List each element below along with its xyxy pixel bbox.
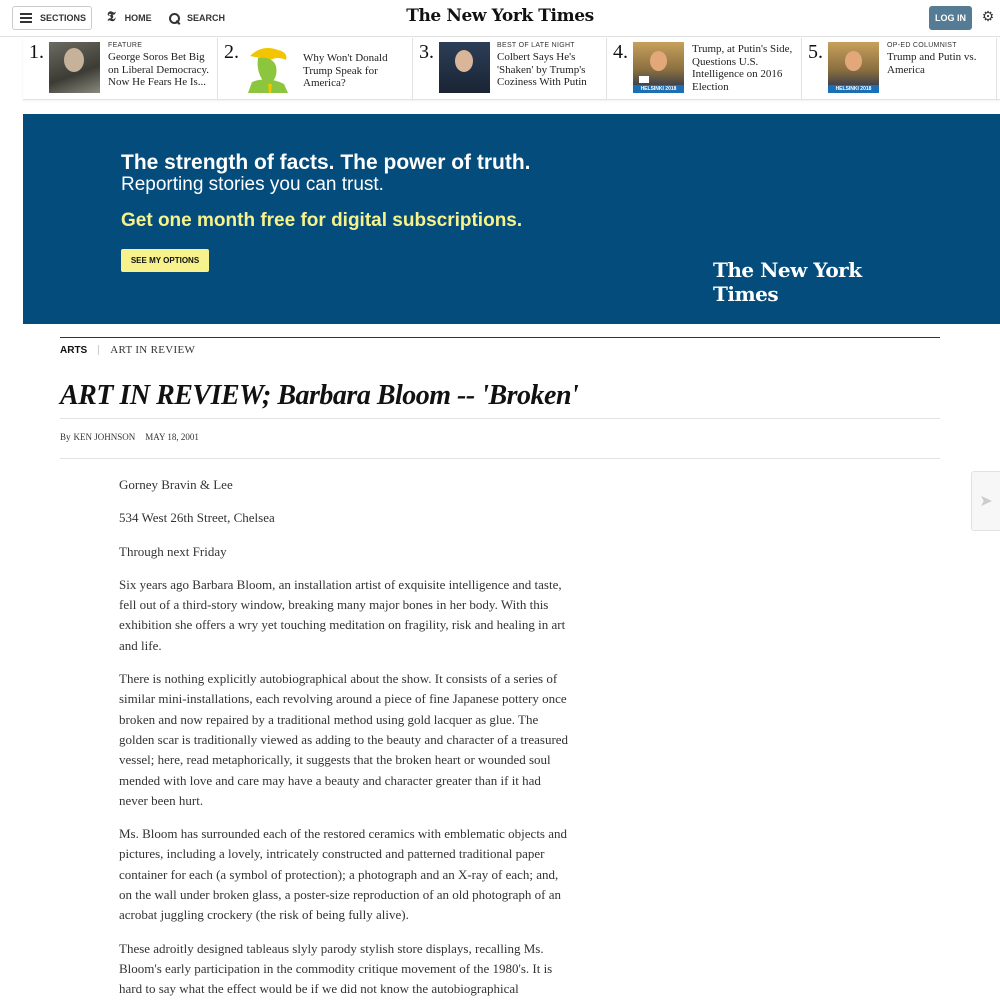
- banner-offer: Get one month free for digital subscriptions.: [121, 210, 523, 231]
- popular-rank: 1.: [29, 41, 44, 63]
- home-link[interactable]: [107, 10, 152, 26]
- popular-rank: 4.: [613, 41, 628, 63]
- article-paragraph: Ms. Bloom has surrounded each of the restored ceramics with emblematic objects and pictures, including a lovely, intricately constructed and patterned traditional paper container for each (a symbol of protection); a photograph and an X-ray of each; and, on the wall under broken glass, a poster-size reproduction of an old photograph of an acrobat juggling crockery (the risk of being fully alive).: [119, 826, 568, 923]
- article-headline: ART IN REVIEW; Barbara Bloom -- 'Broken': [60, 380, 579, 411]
- byline: [60, 432, 199, 442]
- article-paragraph: Through next Friday: [119, 543, 227, 559]
- thumbnail-tag: HELSINKI 2018: [633, 85, 684, 93]
- banner-logo: The New York Times: [713, 258, 862, 306]
- banner-line-2: Reporting stories you can trust.: [121, 174, 384, 195]
- popular-kicker: BEST OF LATE NIGHT: [497, 42, 575, 49]
- popular-headline: Colbert Says He's 'Shaken' by Trump's Coziness With Putin: [497, 51, 587, 88]
- popular-item[interactable]: [607, 38, 802, 99]
- next-article-button[interactable]: [971, 471, 1000, 531]
- subscription-banner[interactable]: [23, 114, 1000, 324]
- login-button[interactable]: LOG IN: [929, 6, 972, 30]
- popular-item[interactable]: [23, 38, 218, 99]
- sections-label: SECTIONS: [40, 13, 87, 23]
- byline-prefix: By: [60, 432, 71, 442]
- headline-divider: [60, 418, 940, 419]
- section-divider: [60, 337, 940, 338]
- search-icon: [169, 13, 180, 24]
- popular-thumbnail: [633, 42, 684, 93]
- article-body: [119, 475, 569, 1000]
- banner-line-1: The strength of facts. The power of truth.: [121, 151, 531, 174]
- breadcrumb-divider: [98, 345, 99, 355]
- popular-kicker: FEATURE: [108, 42, 143, 49]
- popular-thumbnail: [439, 42, 490, 93]
- popular-item[interactable]: [218, 38, 413, 99]
- popular-headline: Trump, at Putin's Side, Questions U.S. Intelligence on 2016 Election: [692, 43, 793, 93]
- masthead-logo[interactable]: The New York Times: [406, 6, 594, 26]
- see-my-options-button[interactable]: SEE MY OPTIONS: [121, 249, 209, 272]
- popular-item[interactable]: [413, 38, 607, 99]
- popular-rank: 5.: [808, 41, 823, 63]
- top-bar: [0, 0, 1000, 37]
- byline-author[interactable]: KEN JOHNSON: [73, 432, 136, 442]
- popular-kicker: OP-ED COLUMNIST: [887, 42, 957, 49]
- most-popular-strip: [23, 38, 1000, 100]
- article-paragraph: Gorney Bravin & Lee: [119, 477, 233, 492]
- home-label: HOME: [124, 13, 152, 23]
- search-label: SEARCH: [187, 13, 226, 23]
- nyt-t-icon: 𝕿: [107, 10, 116, 25]
- popular-headline: George Soros Bet Big on Liberal Democracy. Now He Fears He Is...: [108, 51, 209, 88]
- article-paragraph: Six years ago Barbara Bloom, an installation artist of exquisite intelligence and taste, fell out of a third-story window, breaking many major bones in her body. With this exhibition she offers a wry yet touching meditation on fragility, risk and healing in art and life.: [119, 576, 566, 653]
- chevron-right-icon: ➤: [979, 493, 993, 510]
- popular-headline: Trump and Putin vs. America: [887, 51, 977, 76]
- article-paragraph: These adroitly designed tableaus slyly parody stylish store displays, recalling Ms. Bloom's early participation in the commodity critique movement of the 1980's. It is hard to say what the effect would be if we did not know the autobiographical: [119, 940, 553, 997]
- breadcrumb-section[interactable]: ARTS: [60, 344, 88, 356]
- byline-date: MAY 18, 2001: [145, 432, 199, 442]
- search-button[interactable]: [169, 10, 225, 26]
- article-paragraph: 534 West 26th Street, Chelsea: [119, 510, 275, 526]
- popular-rank: 2.: [224, 41, 239, 63]
- article-paragraph: There is nothing explicitly autobiographical about the show. It consists of a series of similar mini-installations, each revolving around a piece of fine Japanese pottery once broken and now repaired by a traditional method using gold lacquer as glue. The golden scar is traditionally viewed as adding to the beauty and character of a treasured vessel; here, read metaphorically, it suggests that the broken heart or wounded soul mended with love and care may have a beauty and character greater than if it had never been hurt.: [119, 671, 569, 808]
- hamburger-icon: [20, 11, 32, 25]
- gear-icon[interactable]: ⚙: [981, 10, 995, 25]
- breadcrumb: [60, 344, 195, 356]
- byline-divider: [60, 458, 940, 459]
- thumbnail-tag: HELSINKI 2018: [828, 85, 879, 93]
- popular-headline: Why Won't Donald Trump Speak for America?: [303, 52, 388, 89]
- popular-thumbnail: [49, 42, 100, 93]
- popular-thumbnail: [244, 42, 295, 93]
- video-icon: [639, 76, 649, 83]
- popular-thumbnail: [828, 42, 879, 93]
- trump-illustration: [244, 42, 295, 93]
- popular-rank: 3.: [419, 41, 434, 63]
- sections-button[interactable]: [12, 6, 92, 30]
- breadcrumb-subsection[interactable]: ART IN REVIEW: [110, 344, 196, 356]
- popular-item[interactable]: [802, 38, 997, 99]
